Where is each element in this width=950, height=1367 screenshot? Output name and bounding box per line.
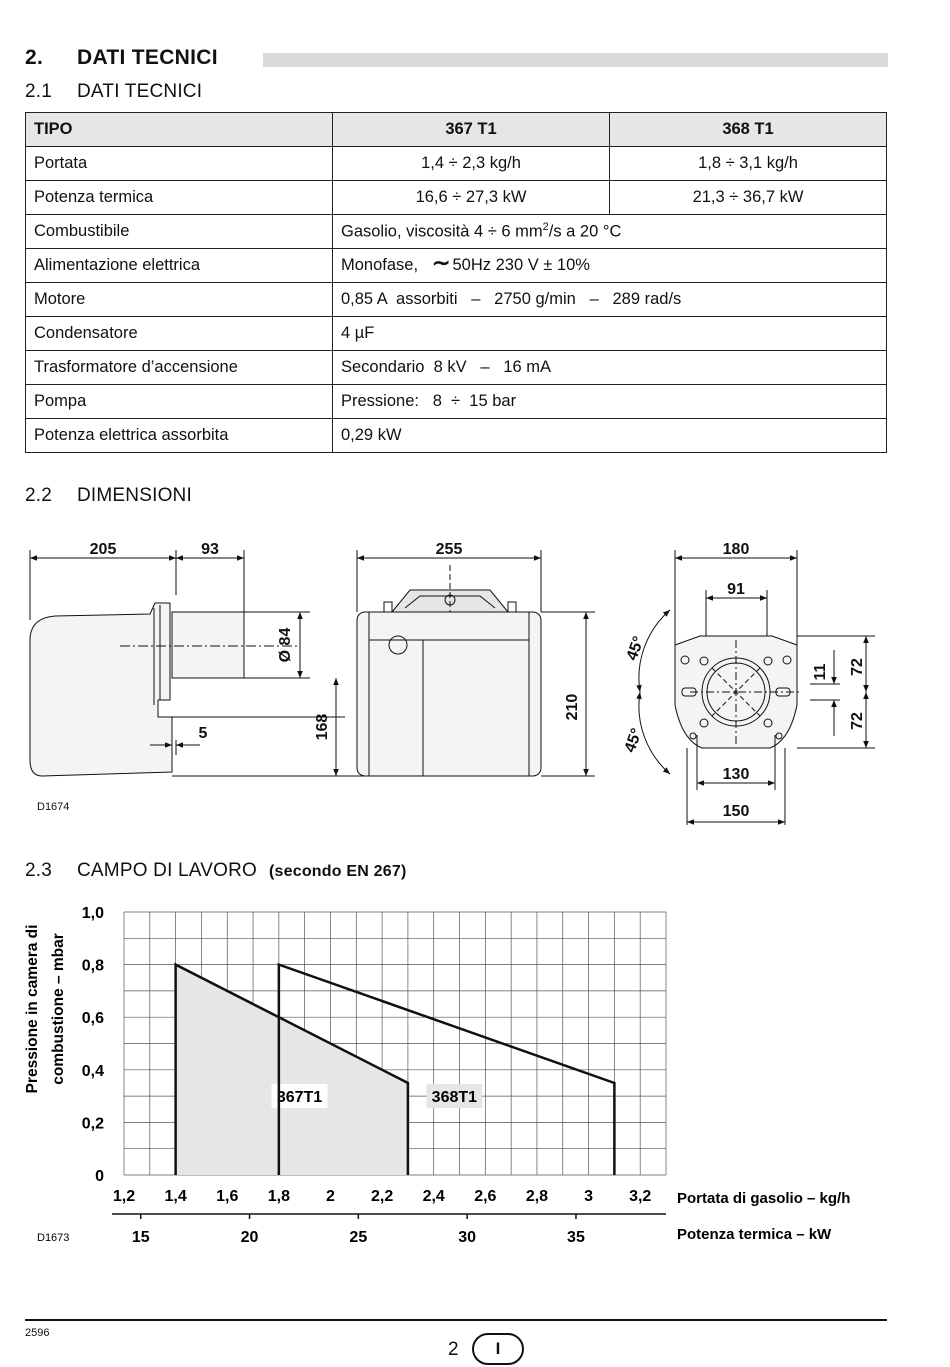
x-tick-label: 2,2 <box>370 1188 394 1205</box>
table-header-row <box>26 113 887 147</box>
footer-rule <box>25 1319 887 1321</box>
chart-code: D1673 <box>37 1232 70 1244</box>
language-badge: I <box>472 1333 524 1365</box>
header-cell: 368 T1 <box>610 113 887 147</box>
table-row <box>26 385 887 419</box>
table-row <box>26 283 887 317</box>
series-area <box>176 965 408 1175</box>
x2-tick-label: 30 <box>458 1229 477 1246</box>
fuel-text: Gasolio, viscosità 4 ÷ 6 mm <box>341 222 543 241</box>
x-tick-label: 1,2 <box>112 1188 136 1205</box>
x-tick-label: 2 <box>326 1188 335 1205</box>
table-row <box>26 317 887 351</box>
y-tick-label: 0,6 <box>81 1010 104 1028</box>
table-row <box>26 215 887 249</box>
dim-label: 255 <box>435 541 463 558</box>
subsection-technical-data <box>25 81 202 103</box>
subsection-number: 2.2 <box>25 485 53 506</box>
table-row <box>26 419 887 453</box>
subsection-number: 2.3 <box>25 860 53 881</box>
dim-label: Ø 84 <box>277 627 294 663</box>
page-number: 2 <box>448 1339 459 1360</box>
table-row <box>26 249 887 283</box>
x-tick-label: 2,6 <box>474 1188 497 1205</box>
dim-label: 168 <box>314 713 331 741</box>
row-value: Secondario 8 kV – 16 mA <box>333 351 887 385</box>
row-value: Pressione: 8 ÷ 15 bar <box>333 385 887 419</box>
row-value <box>333 249 887 283</box>
table-row <box>26 181 887 215</box>
dim-label: 150 <box>722 803 750 820</box>
row-label: Portata <box>26 147 333 181</box>
subsection-text: DATI TECNICI <box>77 81 203 102</box>
row-label: Condensatore <box>26 317 333 351</box>
dim-label: 205 <box>89 541 117 558</box>
working-range-chart <box>0 895 950 1260</box>
supply-values: 50Hz 230 V ± 10% <box>452 256 590 274</box>
dim-label: 130 <box>722 766 750 783</box>
subsection-text: CAMPO DI LAVORO <box>77 860 258 881</box>
dim-label: 72 <box>849 712 866 730</box>
x2-axis-label: Potenza termica – kW <box>677 1226 832 1243</box>
series-label: 367T1 <box>276 1089 323 1107</box>
y-axis-label: combustione – mbar <box>50 933 67 1085</box>
row-label: Combustibile <box>26 215 333 249</box>
y-tick-label: 0,4 <box>81 1062 104 1080</box>
y-axis-label: Pressione in camera di <box>24 924 41 1094</box>
x-tick-label: 3 <box>584 1188 594 1205</box>
table-row <box>26 351 887 385</box>
row-value: 21,3 ÷ 36,7 kW <box>610 181 887 215</box>
spec-table <box>25 112 887 453</box>
x2-tick-label: 20 <box>240 1229 259 1246</box>
fuel-text-end: /s a 20 °C <box>548 222 622 241</box>
row-label: Motore <box>26 283 333 317</box>
row-value: 0,29 kW <box>333 419 887 453</box>
row-value: 4 µF <box>333 317 887 351</box>
y-tick-label: 0,2 <box>81 1115 104 1133</box>
y-tick-label: 1,0 <box>81 905 104 922</box>
dimensions-drawing <box>0 530 950 835</box>
row-label: Trasformatore d’accensione <box>26 351 333 385</box>
row-value: 1,4 ÷ 2,3 kg/h <box>333 147 610 181</box>
subsection-dimensions <box>25 485 192 507</box>
row-label: Alimentazione elettrica <box>26 249 333 283</box>
x-tick-label: 1,8 <box>267 1188 290 1205</box>
dim-label: 72 <box>849 658 866 676</box>
superscript: 2 <box>542 221 549 234</box>
dim-label: 5 <box>198 725 208 742</box>
row-label: Potenza elettrica assorbita <box>26 419 333 453</box>
table-row <box>26 147 887 181</box>
series-label: 368T1 <box>431 1089 478 1107</box>
row-label: Pompa <box>26 385 333 419</box>
supply-phase: Monofase, <box>341 256 419 274</box>
y-tick-label: 0,8 <box>81 957 104 975</box>
row-label: Potenza termica <box>26 181 333 215</box>
subsection-note: (secondo EN 267) <box>269 863 407 880</box>
section-number: 2. <box>25 46 44 69</box>
drawing-code: D1674 <box>37 801 70 813</box>
x-tick-label: 3,2 <box>629 1188 652 1205</box>
subsection-text: DIMENSIONI <box>77 485 192 506</box>
section-title <box>25 46 218 70</box>
x2-tick-label: 25 <box>349 1229 368 1246</box>
header-cell: 367 T1 <box>333 113 610 147</box>
dim-label: 91 <box>727 581 745 598</box>
row-value: 1,8 ÷ 3,1 kg/h <box>610 147 887 181</box>
dim-label: 180 <box>722 541 750 558</box>
row-value: 16,6 ÷ 27,3 kW <box>333 181 610 215</box>
x-tick-label: 2,4 <box>422 1188 445 1205</box>
section-text: DATI TECNICI <box>77 46 218 69</box>
x-tick-label: 1,6 <box>216 1188 239 1205</box>
dim-label: 210 <box>564 693 581 721</box>
subsection-working-range <box>25 860 406 882</box>
dim-label: 11 <box>812 663 829 681</box>
angle-label: 45° <box>623 634 648 663</box>
x-axis-label: Portata di gasolio – kg/h <box>677 1190 851 1207</box>
heading-bar <box>263 53 888 67</box>
ac-icon: ∼ <box>432 250 451 275</box>
y-tick-label: 0 <box>95 1168 104 1185</box>
row-value: 0,85 A assorbiti – 2750 g/min – 289 rad/s <box>333 283 887 317</box>
x2-tick-label: 35 <box>567 1229 585 1246</box>
header-cell: TIPO <box>26 113 333 147</box>
x2-tick-label: 15 <box>131 1229 150 1246</box>
x-tick-label: 2,8 <box>525 1188 549 1205</box>
angle-label: 45° <box>621 726 646 755</box>
subsection-number: 2.1 <box>25 81 53 102</box>
doc-code: 2596 <box>25 1327 50 1339</box>
x-tick-label: 1,4 <box>164 1188 187 1205</box>
row-value <box>333 215 887 249</box>
dim-label: 93 <box>201 541 219 558</box>
